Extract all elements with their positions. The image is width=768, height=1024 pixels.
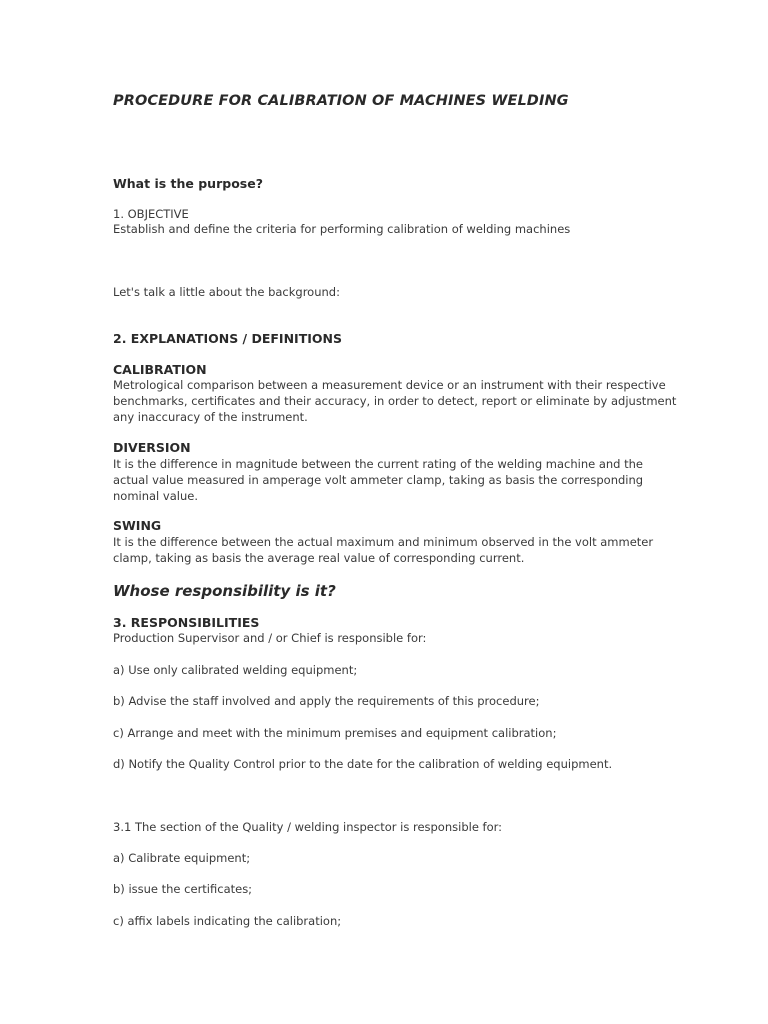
definition-line: Metrological comparison between a measurement device or an instrument with their respective — [113, 378, 666, 392]
definition-line: any inaccuracy of the instrument. — [113, 410, 308, 424]
definition-text-swing — [113, 534, 673, 566]
background-intro: Let's talk a little about the background: — [113, 285, 340, 299]
list-item: a) Use only calibrated welding equipment; — [113, 663, 358, 677]
definition-term-swing: SWING — [113, 518, 162, 533]
objective-text: Establish and define the criteria for performing calibration of welding machines — [113, 222, 571, 236]
definition-term-calibration: CALIBRATION — [113, 362, 207, 377]
list-item: b) Advise the staff involved and apply the requirements of this procedure; — [113, 694, 540, 708]
list-item: b) issue the certificates; — [113, 882, 253, 896]
definition-text-diversion — [113, 456, 673, 504]
section-3-1-intro: 3.1 The section of the Quality / welding inspector is responsible for: — [113, 820, 503, 834]
definition-line: clamp, taking as basis the average real value of corresponding current. — [113, 551, 525, 565]
list-item: c) affix labels indicating the calibration; — [113, 914, 342, 928]
definition-line: actual value measured in amperage volt ammeter clamp, taking as basis the corresponding — [113, 473, 644, 487]
definition-line: It is the difference between the actual maximum and minimum observed in the volt ammeter — [113, 535, 654, 549]
definition-line: It is the difference in magnitude between the current rating of the welding machine and the — [113, 457, 644, 471]
list-item: c) Arrange and meet with the minimum premises and equipment calibration; — [113, 726, 557, 740]
objective-heading: 1. OBJECTIVE — [113, 207, 189, 221]
list-item: d) Notify the Quality Control prior to the date for the calibration of welding equipment. — [113, 757, 613, 771]
document-title: PROCEDURE FOR CALIBRATION OF MACHINES WELDING — [113, 93, 569, 109]
definition-text-calibration — [113, 377, 677, 425]
list-item: a) Calibrate equipment; — [113, 851, 251, 865]
purpose-question: What is the purpose? — [113, 176, 263, 191]
definition-term-diversion: DIVERSION — [113, 440, 191, 455]
responsibilities-intro: Production Supervisor and / or Chief is responsible for: — [113, 631, 427, 645]
definition-line: nominal value. — [113, 489, 198, 503]
responsibility-question: Whose responsibility is it? — [113, 582, 336, 600]
definitions-heading: 2. EXPLANATIONS / DEFINITIONS — [113, 331, 342, 346]
definition-line: benchmarks, certificates and their accuracy, in order to detect, report or eliminate by adjustment — [113, 394, 677, 408]
responsibilities-heading: 3. RESPONSIBILITIES — [113, 615, 260, 630]
